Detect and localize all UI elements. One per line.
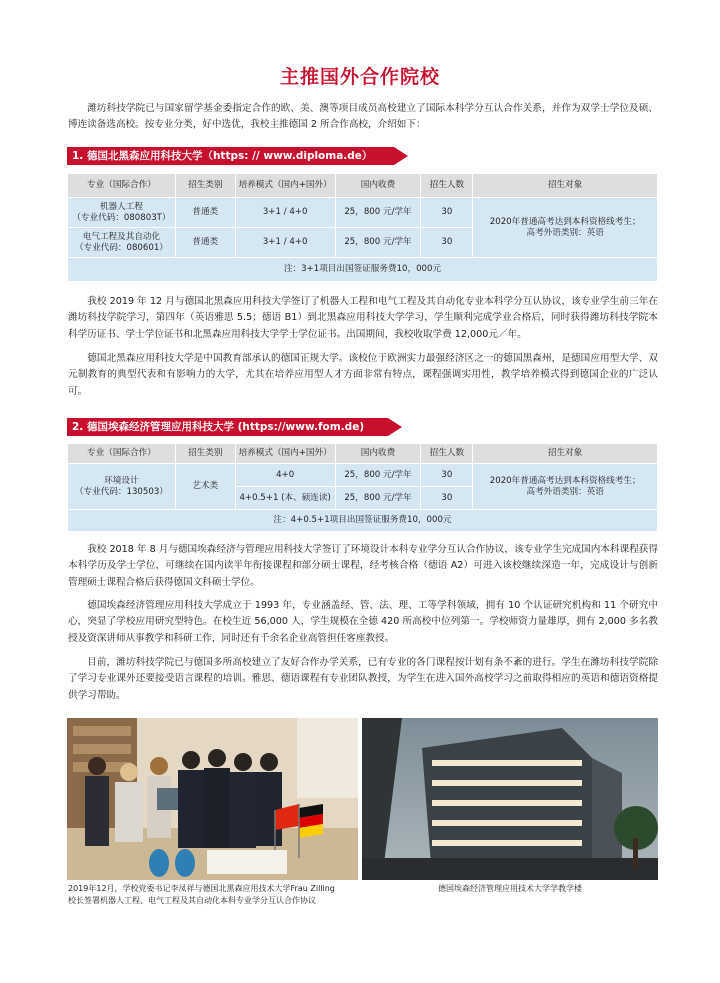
- header-target: 招生对象: [473, 174, 658, 198]
- header-major: 专业（国际合作）: [68, 174, 176, 198]
- count-cell: 30: [421, 228, 473, 258]
- category-cell: 艺术类: [175, 464, 235, 510]
- section1-paragraph-1: 我校 2019 年 12 月与德国北黑森应用科技大学签订了机器人工程和电气工程及其自动化专业本科学分互认协议，该专业学生前三年在潍坊科技学院学习，第四年（英语雅思 5.5；德语 B1）到北黑森应用科技大学学习，学生顺利完成学业合格后，同时获得潍坊科技学院本科学历证书、学士学位证书和北黑森应用科技大学学士学位证书。出国期间，我校收取学费 12,000元／年。: [68, 296, 658, 340]
- target-line-2: 高考外语类别：英语: [526, 486, 604, 497]
- fee-cell: 25，800 元/学年: [335, 487, 421, 510]
- mode-cell: 4+0.5+1 (本、硕连读): [235, 487, 335, 510]
- section2-paragraph-3: 目前，潍坊科技学院已与德国多所高校建立了友好合作办学关系，已有专业的各门课程按计划有条不紊的进行。学生在潍坊科技学院除了学习专业课外还要接受语言课程的培训。雅思、德语课程有专业团队教授，为学生在进入国外高校学习之前取得相应的英语和德语资格提供学习帮助。: [68, 657, 658, 701]
- count-cell: 30: [421, 487, 473, 510]
- major-code: （专业代码：130503）: [74, 486, 168, 497]
- table-note: 注：4+0.5+1项目出国签证服务费10，000元: [68, 510, 658, 532]
- section1-paragraph-2: 德国北黑森应用科技大学是中国教育部承认的德国正规大学。该校位于欧洲实力最强经济区之一的德国黑森州，是德国应用型大学、双元制教育的典型代表和有影响力的大学，尤其在培养应用型人才方面非常有特点，课程强调实用性，教学培养模式得到德国企业的广泛认可。: [68, 353, 658, 397]
- target-line-2: 高考外语类别：英语: [526, 227, 604, 238]
- section2-paragraph-2: 德国埃森经济管理应用科技大学成立于 1993 年，专业涵盖经、管、法、理、工等学科领域，拥有 10 个认证研究机构和 11 个研究中心，突显了学校应用研究型特色。在校生近 56,000 人，学生规模在全德 420 所高校中位列第一。学校师资力量雄厚，拥有 2,000 多名教授及资深讲师从事教学和科研工作，同时还有千余名企业高管担任客座教授。: [68, 600, 658, 644]
- target-line-1: 2020年普通高考达到本科资格线考生；: [489, 216, 641, 227]
- header-mode: 培养模式（国内+国外）: [235, 444, 335, 464]
- fee-cell: 25，800 元/学年: [335, 228, 421, 258]
- mode-cell: 3+1 / 4+0: [235, 228, 335, 258]
- fee-cell: 25，800 元/学年: [335, 198, 421, 228]
- section2-heading: 2. 德国埃森经济管理应用科技大学 (https://www.fom.de): [67, 418, 388, 436]
- major-name: 机器人工程: [99, 201, 143, 212]
- fee-cell: 25，800 元/学年: [335, 464, 421, 487]
- table-row: [68, 198, 658, 228]
- header-category: 招生类别: [175, 444, 235, 464]
- intro-paragraph: 潍坊科技学院已与国家留学基金委指定合作的欧、美、澳等项目成员高校建立了国际本科学分互认合作关系，并作为双学士学位及硕、博连读备选高校。按专业分类，好中选优，我校主推德国 2 所合作高校，介绍如下：: [68, 103, 658, 131]
- section1-table: [67, 173, 658, 282]
- category-cell: 普通类: [175, 228, 235, 258]
- campus-building-photo: [362, 718, 658, 880]
- header-fee: 国内收费: [335, 444, 421, 464]
- count-cell: 30: [421, 198, 473, 228]
- table-row: [68, 464, 658, 487]
- header-major: 专业（国际合作）: [68, 444, 176, 464]
- target-line-1: 2020年普通高考达到本科资格线考生；: [489, 475, 641, 486]
- category-cell: 普通类: [175, 198, 235, 228]
- section2-table: [67, 443, 658, 532]
- left-photo-caption: [68, 883, 368, 907]
- target-cell: [473, 198, 658, 258]
- major-code: （专业代码：080601）: [74, 242, 168, 253]
- major-name: 电气工程及其自动化: [82, 231, 161, 242]
- header-count: 招生人数: [421, 444, 473, 464]
- mode-cell: 4+0: [235, 464, 335, 487]
- header-fee: 国内收费: [335, 174, 421, 198]
- count-cell: 30: [421, 464, 473, 487]
- header-mode: 培养模式（国内+国外）: [235, 174, 335, 198]
- target-cell: [473, 464, 658, 510]
- header-count: 招生人数: [421, 174, 473, 198]
- major-name: 环境设计: [104, 475, 139, 486]
- page-title: 主推国外合作院校: [279, 66, 440, 88]
- right-photo-caption: 德国埃森经济管理应用技术大学学教学楼: [438, 884, 582, 893]
- signing-ceremony-photo: [67, 718, 358, 880]
- left-caption-line-1: 2019年12月，学校党委书记李凤祥与德国北黑森应用技术大学Frau Zilling: [68, 884, 335, 893]
- major-code: （专业代码：080803T）: [72, 212, 171, 223]
- table-note: 注：3+1项目出国签证服务费10，000元: [68, 258, 658, 282]
- mode-cell: 3+1 / 4+0: [235, 198, 335, 228]
- header-category: 招生类别: [175, 174, 235, 198]
- header-target: 招生对象: [473, 444, 658, 464]
- section1-heading: 1. 德国北黑森应用科技大学（https: // www.diploma.de）: [67, 147, 394, 165]
- section2-paragraph-1: 我校 2018 年 8 月与德国埃森经济与管理应用科技大学签订了环境设计本科专业学分互认合作协议，该专业学生完成国内本科课程获得本科学历及学士学位，可继续在国内读半年衔接课程和部分硕士课程，经考核合格（德语 A2）可进入该校继续深造一年，完成设计与创新管理硕士课程合格后获得德国文科硕士学位。: [68, 544, 658, 588]
- left-caption-line-2: 校长签署机器人工程、电气工程及其自动化本科专业学分互认合作协议: [68, 896, 316, 905]
